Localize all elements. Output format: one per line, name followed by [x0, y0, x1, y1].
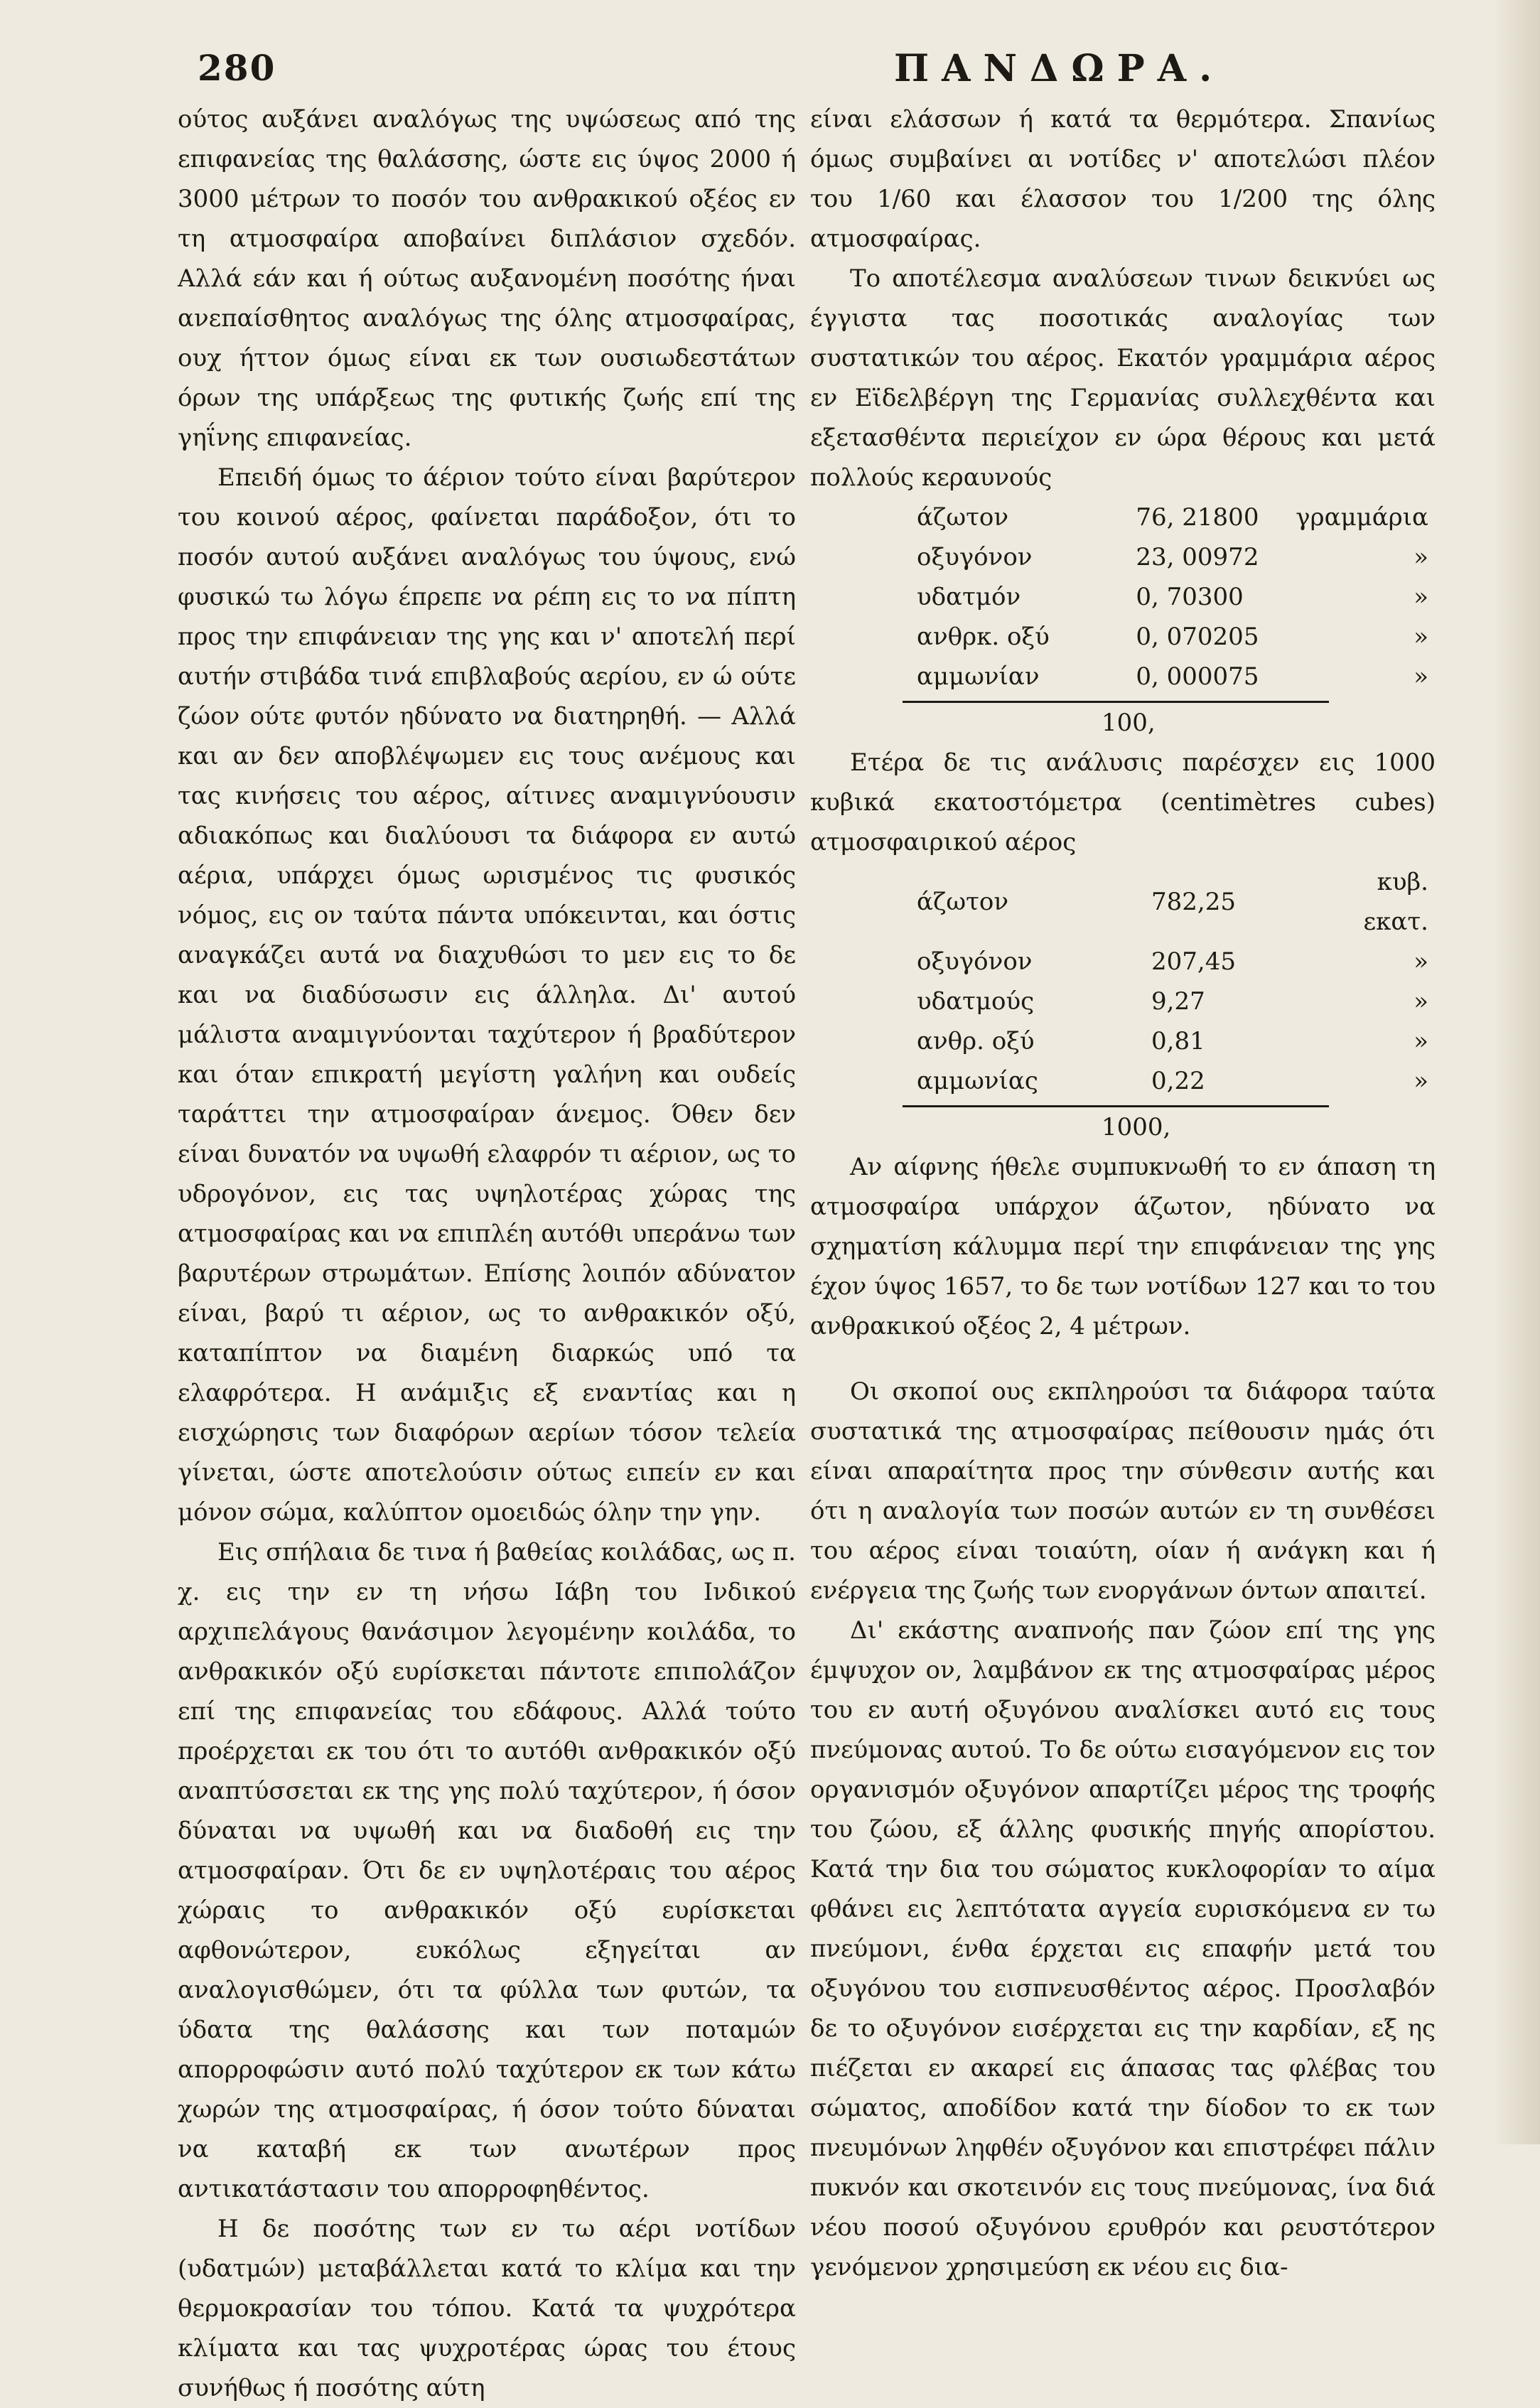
paragraph: είναι ελάσσων ή κατά τα θερμότερα. Σπανίως όμως συμβαίνει αι νοτίδες ν' αποτελώσι πλέον του 1/60 και έλασσον του 1/200 της όλης ατμοσφαίρας.	[810, 105, 1436, 253]
component-name: ανθρκ. οξύ	[917, 623, 1050, 651]
component-value: 782,25	[1151, 888, 1236, 916]
right-column	[810, 100, 1436, 2287]
component-unit: »	[1414, 1067, 1428, 1095]
paragraph: Επειδή όμως το άέριον τούτο είναι βαρύτερον του κοινού αέρος, φαίνεται παράδοξον, ότι το ποσόν αυτού αυξάνει αναλόγως του ύψους, ενώ φυσικώ τω λόγω έπρεπε να ρέπη εις το να πίπτη προς την επιφάνειαν της γης και ν' αποτελή περί αυτήν στιβάδα τινά επιβλαβούς αερίου, εν ώ ούτε ζώον ούτε φυτόν ηδύνατο να διατηρηθή. — Αλλά και αν δεν αποβλέψωμεν εις τους ανέμους και τας κινήσεις του αέρος, αίτινες αναμιγνύουσιν αδιακόπως και διαλύουσι τα διάφορα εν αυτώ αέρια, υπάρχει όμως ωρισμένος τις φυσικός νόμος, εις ον ταύτα πάντα υπόκεινται, και όστις αναγκάζει αυτά να διαχυθώσι το μεν εις το δε και να διαδύσωσιν εις άλληλα. Δι' αυτού μάλιστα αναμιγνύονται ταχύτερον ή βραδύτερον και όταν επικρατή μεγίστη γαλήνη και ουδείς ταράττει την ατμοσφαίραν άνεμος. Όθεν δεν είναι δυνατόν να υψωθή ελαφρόν τι αέριον, ως το υδρογόνον, εις τας υψηλοτέρας χώρας της ατμοσφαίρας και να επιπλέη αυτόθι υπεράνω των βαρυτέρων στρωμάτων. Επίσης λοιπόν αδύνατον είναι, βαρύ τι αέριον, ως το ανθρακικόν οξύ, καταπίπτον να διαμένη διαρκώς υπό τα ελαφρότερα. Η ανάμιξις εξ εναντίας και η εισχώρησις των διαφόρων αερίων τόσον τελεία γίνεται, ώστε αποτελούσιν ούτως ειπείν εν και μόνον σώμα, καλύπτον ομοειδώς όλην την γην.	[178, 463, 796, 1527]
table-row	[810, 537, 1436, 577]
component-unit: »	[1414, 543, 1428, 571]
table-total: 1000,	[1102, 1113, 1171, 1141]
component-unit: »	[1414, 583, 1428, 611]
table-row	[810, 1021, 1436, 1061]
component-value: 9,27	[1151, 987, 1205, 1016]
component-unit: »	[1414, 1027, 1428, 1055]
table-total: 100,	[1102, 709, 1156, 737]
paragraph: Δι' εκάστης αναπνοής παν ζώον επί της γης έμψυχον ον, λαμβάνον εκ της ατμοσφαίρας μέρος του εν αυτή οξυγόνου αναλίσκει αυτό εις τους πνεύμονας αυτού. Το δε ούτω εισαγόμενον εις τον οργανισμόν οξυγόνον απαρτίζει μέρος της τροφής του ζώου, εξ άλλης φυσικής πηγής απορίστου. Κατά την δια του σώματος κυκλοφορίαν το αίμα φθάνει εις λεπτότατα αγγεία ευρισκόμενα εν τω πνεύμονι, ένθα έρχεται εις επαφήν μετά του οξυγόνου του εισπνευσθέντος αέρος. Προσλαβόν δε το οξυγόνον εισέρχεται εις την καρδίαν, εξ ης πιέζεται εν ακαρεί εις άπασας τας φλέβας του σώματος, αποδίδον κατά την δίοδον το εκ των πνευμόνων ληφθέν οξυγόνον και επιστρέφει πάλιν πυκνόν και σκοτεινόν εις τους πνεύμονας, ίνα διά νέου ποσού οξυγόνου ερυθρόν και ρευστότερον γενόμενον χρησιμεύση εκ νέου εις δια-	[810, 1616, 1436, 2281]
page-gutter-shadow	[1492, 0, 1540, 2144]
component-unit: »	[1414, 947, 1428, 976]
component-value: 0,22	[1151, 1067, 1205, 1095]
component-name: άζωτον	[917, 503, 1009, 532]
paragraph: Το αποτέλεσμα αναλύσεων τινων δεικνύει ως έγγιστα τας ποσοτικάς αναλογίας των συστατικών του αέρος. Εκατόν γραμμάρια αέρος εν Εϊδελβέργη της Γερμανίας συλλεχθέντα και εξετασθέντα περιείχον εν ώρα θέρους και μετά πολλούς κεραυνούς	[810, 264, 1436, 492]
component-value: 23, 00972	[1136, 543, 1259, 571]
table-row	[810, 1061, 1436, 1101]
paragraph: Οι σκοποί ους εκπληρούσι τα διάφορα ταύτα συστατικά της ατμοσφαίρας πείθουσιν ημάς ότι είναι απαραίτητα προς την σύνθεσιν αυτής και ότι η αναλογία των ποσών αυτών εν τη συνθέσει του αέρος είναι τοιαύτη, οίαν ή ανάγκη και ή ενέργεια της ζωής των ενοργάνων όντων απαιτεί.	[810, 1377, 1436, 1605]
component-name: υδατμόν	[917, 583, 1021, 611]
component-value: 0, 000075	[1136, 662, 1259, 691]
component-unit: »	[1414, 987, 1428, 1016]
running-header	[198, 41, 1477, 98]
table-row	[810, 862, 1436, 942]
component-name: αμμωνίαν	[917, 662, 1040, 691]
page-number: 280	[198, 47, 276, 89]
table-row	[810, 657, 1436, 697]
paragraph: Ετέρα δε τις ανάλυσις παρέσχεν εις 1000 κυβικά εκατοστόμετρα (centimètres cubes) ατμοσφαιρικού αέρος	[810, 748, 1436, 856]
paragraph: ούτος αυξάνει αναλόγως της υψώσεως από της επιφανείας της θαλάσσης, ώστε εις ύψος 2000 ή 3000 μέτρων το ποσόν του ανθρακικού οξέος εν τη ατμοσφαίρα αποβαίνει διπλάσιον σχεδόν. Αλλά εάν και ή ούτως αυξανομένη ποσότης ήναι ανεπαίσθητος αναλόγως της όλης ατμοσφαίρας, ουχ ήττον όμως είναι εκ των ουσιωδεστάτων όρων της υπάρξεως της φυτικής ζωής επί της γηΐνης επιφανείας.	[178, 105, 796, 452]
component-name: οξυγόνον	[917, 543, 1033, 571]
component-unit: »	[1414, 623, 1428, 651]
component-value: 0,81	[1151, 1027, 1205, 1055]
paragraph: Εις σπήλαια δε τινα ή βαθείας κοιλάδας, ως π. χ. εις την εν τη νήσω Ιάβη του Ινδικού αρχιπελάγους θανάσιμον λεγομένην κοιλάδα, το ανθρακικόν οξύ ευρίσκεται πάντοτε επιπολάζον επί της επιφανείας του εδάφους. Αλλά τούτο προέρχεται εκ του ότι το αυτόθι ανθρακικόν οξύ αναπτύσσεται εκ της γης πολύ ταχύτερον, ή όσον δύναται να υψωθή και να διαδοθή εις την ατμοσφαίραν. Ότι δε εν υψηλοτέραις του αέρος χώραις το ανθρακικόν οξύ ευρίσκεται αφθονώτερον, ευκόλως εξηγείται αν αναλογισθώμεν, ότι τα φύλλα των φυτών, τα ύδατα της θαλάσσης και των ποταμών απορροφώσιν αυτό πολύ ταχύτερον εκ των κάτω χωρών της ατμοσφαίρας, ή όσον τούτο δύναται να καταβή εκ των ανωτέρων προς αντικατάστασιν του απορροφηθέντος.	[178, 1538, 796, 2203]
component-value: 0, 070205	[1136, 623, 1259, 651]
component-value: 0, 70300	[1136, 583, 1244, 611]
table-row	[810, 942, 1436, 982]
component-value: 76, 21800	[1136, 503, 1259, 532]
table-row	[810, 577, 1436, 617]
component-unit: »	[1414, 662, 1428, 691]
paragraph: Η δε ποσότης των εν τω αέρι νοτίδων (υδατμών) μεταβάλλεται κατά το κλίμα και την θερμοκρασίαν του τόπου. Κατά τα ψυχρότερα κλίματα και τας ψυχροτέρας ώρας του έτους συνήθως ή ποσότης αύτη	[178, 2215, 796, 2402]
journal-title: ΠΑΝΔΩΡΑ.	[894, 47, 1225, 90]
component-name: υδατμούς	[917, 987, 1035, 1016]
paragraph: Αν αίφνης ήθελε συμπυκνωθή το εν άπαση τη ατμοσφαίρα υπάρχον άζωτον, ηδύνατο να σχηματίση κάλυμμα περί την επιφάνειαν της γης έχον ύψος 1657, το δε των νοτίδων 127 και το του ανθρακικού οξέος 2, 4 μέτρων.	[810, 1153, 1436, 1340]
component-name: άζωτον	[917, 888, 1009, 916]
component-value: 207,45	[1151, 947, 1236, 976]
analysis-table-2	[810, 862, 1436, 1101]
component-unit: γραμμάρια	[1296, 503, 1428, 532]
table-row	[810, 498, 1436, 537]
component-unit: κυβ. εκατ.	[1363, 868, 1428, 936]
table-row	[810, 982, 1436, 1021]
analysis-table-1	[810, 498, 1436, 697]
left-column	[178, 100, 796, 2408]
section-gap	[810, 1346, 1436, 1372]
component-name: ανθρ. οξύ	[917, 1027, 1035, 1055]
component-name: αμμωνίας	[917, 1067, 1038, 1095]
component-name: οξυγόνον	[917, 947, 1033, 976]
table-row	[810, 617, 1436, 657]
